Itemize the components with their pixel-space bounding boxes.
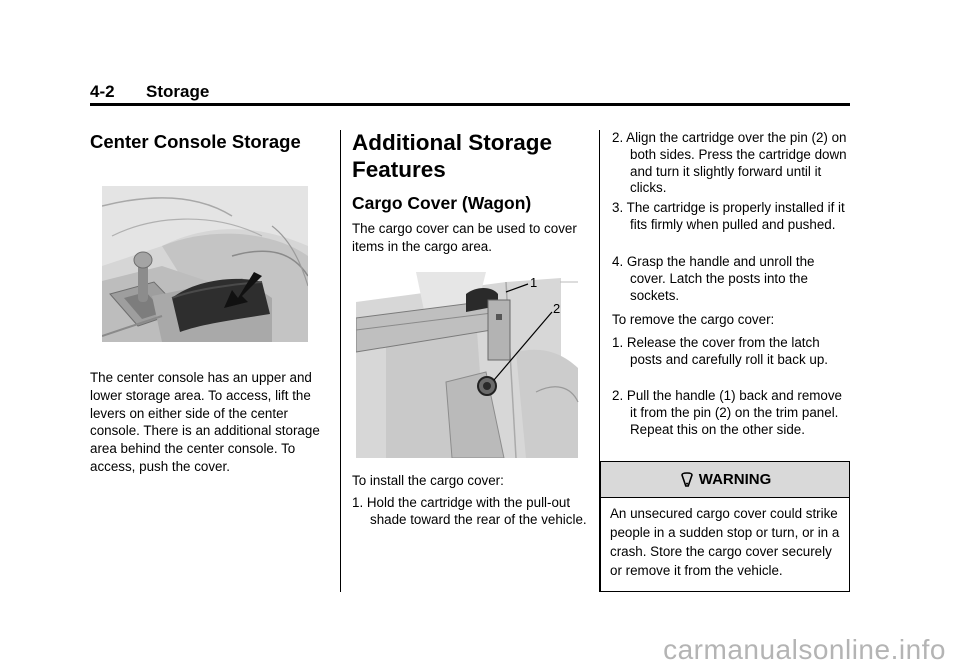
remove-step: 1. Release the cover from the latch posts and carefully roll it back up.	[612, 335, 828, 367]
console-body: The center console has an upper and lower storage area. To access, lift the levers on either side of the center console. There is an additional storage area behind the center console. To access, push the cover.	[90, 370, 320, 474]
callout-2: 2	[553, 301, 561, 316]
install-step: 1. Hold the cartridge with the pull-out shade toward the rear of the vehicle.	[352, 495, 587, 527]
console-heading: Center Console Storage	[90, 131, 301, 152]
install-step: 4. Grasp the handle and unroll the cover. Latch the posts into the sockets.	[612, 254, 815, 303]
warning-icon	[679, 472, 695, 488]
cargo-cover-intro: The cargo cover can be used to cover items in the cargo area.	[352, 221, 577, 254]
install-step: 3. The cartridge is properly installed if it fits firmly when pulled and pushed.	[612, 200, 845, 232]
install-intro: To install the cargo cover:	[352, 473, 504, 488]
remove-step: 2. Pull the handle (1) back and remove it from the pin (2) on the trim panel. Repeat this on the other side.	[612, 388, 843, 437]
watermark: carmanualsonline.info	[663, 634, 946, 665]
warning-text: An unsecured cargo cover could strike people in a sudden stop or turn, or in a crash. Store the cargo cover securely or remove it from the vehicle.	[610, 506, 840, 578]
warning-label: WARNING	[698, 471, 772, 488]
warning-box	[600, 461, 850, 592]
section-title: Storage	[146, 82, 210, 101]
console-illustration	[102, 186, 308, 342]
page-header	[90, 82, 850, 104]
install-step: 2. Align the cartridge over the pin (2) on both sides. Press the cartridge down and turn it slightly forward until it clicks.	[612, 130, 847, 196]
column-divider	[340, 130, 341, 592]
header-rule	[90, 103, 850, 106]
cargo-cover-subheading: Cargo Cover (Wagon)	[352, 193, 532, 213]
callout-1: 1	[530, 275, 538, 290]
cargo-cover-illustration	[356, 272, 588, 458]
remove-intro: To remove the cargo cover:	[612, 312, 775, 327]
additional-heading: Additional Storage Features	[352, 130, 553, 182]
warning-header	[601, 462, 849, 498]
page-number: 4-2	[90, 82, 115, 101]
